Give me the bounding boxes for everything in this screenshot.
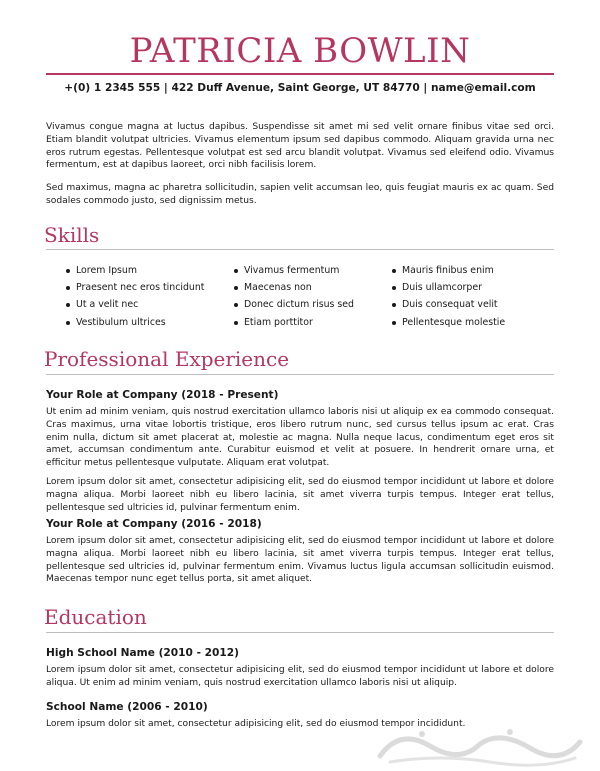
skill-item: Maecenas non xyxy=(230,279,388,296)
job-paragraph: Lorem ipsum dolor sit amet, consectetur adipisicing elit, sed do eiusmod tempor incididunt ut labore et dolore magna aliqua. Morbi laoreet nibh eu libero lacinia, sit amet viverra turpis tempus. Integer erat tellus, pellentesque sed ultricies id, pulvinar fermentum enim. xyxy=(46,476,554,513)
summary-paragraph: Sed maximus, magna ac pharetra sollicitudin, sapien velit accumsan leo, quis feugiat mauris ex ac quam. Sed sodales commodo justo, sed dignissim metus. xyxy=(46,183,554,206)
skill-item: Mauris finibus enim xyxy=(388,262,548,279)
school-paragraph: Lorem ipsum dolor sit amet, consectetur adipisicing elit, sed do eiusmod tempor incididunt ut labore et dolore aliqua. Ut enim ad minim veniam, quis nostrud exercitation ullamco laboris nisi ut aliquip. xyxy=(46,665,554,688)
candidate-name: PATRICIA BOWLIN xyxy=(129,31,471,71)
skill-item: Vestibulum ultrices xyxy=(62,314,230,331)
education-divider xyxy=(46,632,554,633)
job-description xyxy=(46,535,554,592)
job-paragraph: Lorem ipsum dolor sit amet, consectetur adipisicing elit, sed do eiusmod tempor incididunt ut labore et dolore magna aliqua. Morbi laoreet nibh eu libero lacinia, sit amet viverra turpis tempus. Integer erat tellus, pellentesque sed ultricies id, pulvinar fermentum enim. Vivamus luctus ligula accumsan sollicitudin euismod. Maecenas tempor nunc eget tellus porta, sit amet aliquet. xyxy=(46,536,554,585)
skills-list xyxy=(62,262,554,331)
skills-heading: Skills xyxy=(44,223,100,247)
school-title: High School Name (2010 - 2012) xyxy=(46,647,239,659)
summary-paragraph: Vivamus congue magna at luctus dapibus. Suspendisse sit amet mi sed velit ornare finibus vitae sed orci. Etiam blandit volutpat ultricies. Vivamus elementum ipsum sed dapibus commodo. Aliquam gravida urna nec eros rutrum egestas. Pellentesque volutpat est sed arcu blandit volutpat. Vivamus sed eleifend odio. Vivamus fermentum, est at dapibus laoreet, orci nibh facilisis lorem. xyxy=(46,122,554,171)
summary-section xyxy=(46,121,554,218)
school-description xyxy=(46,664,554,696)
job-title: Your Role at Company (2016 - 2018) xyxy=(46,518,262,530)
contact-line: +(0) 1 2345 555 | 422 Duff Avenue, Saint George, UT 84770 | name@email.com xyxy=(64,82,536,94)
education-heading: Education xyxy=(44,605,147,629)
skill-item: Duis ullamcorper xyxy=(388,279,548,296)
skill-item: Praesent nec eros tincidunt xyxy=(62,279,230,296)
skill-item: Vivamus fermentum xyxy=(230,262,388,279)
job-description xyxy=(46,406,554,520)
job-paragraph: Ut enim ad minim veniam, quis nostrud exercitation ullamco laboris nisi ut aliquip ex ea commodo consequat. Cras maximus, urna vitae lobortis tristique, eros libero rutrum nunc, sed cursus tellus ipsum ac erat. Cras enim nulla, dictum sit amet placerat at, molestie ac magna. Nulla neque lacus, condimentum eget eros sit amet, accumsan condimentum ante. Curabitur euismod et velit at posuere. In hendrerit ornare urna, et efficitur metus pellentesque vulputate. Aliquam erat volutpat. xyxy=(46,407,554,469)
school-title: School Name (2006 - 2010) xyxy=(46,701,208,713)
experience-heading: Professional Experience xyxy=(44,347,290,371)
school-paragraph: Lorem ipsum dolor sit amet, consectetur adipisicing elit, sed do eiusmod tempor incididunt. xyxy=(46,719,466,729)
skills-divider xyxy=(46,249,554,250)
name-divider xyxy=(46,73,554,75)
job-title: Your Role at Company (2018 - Present) xyxy=(46,389,279,401)
site-watermark-logo xyxy=(360,718,590,768)
experience-divider xyxy=(46,374,554,375)
skill-item: Pellentesque molestie xyxy=(388,314,548,331)
skill-item: Ut a velit nec xyxy=(62,296,230,313)
skill-item: Donec dictum risus sed xyxy=(230,296,388,313)
skill-item: Lorem Ipsum xyxy=(62,262,230,279)
skill-item: Etiam porttitor xyxy=(230,314,388,331)
skill-item: Duis consequat velit xyxy=(388,296,548,313)
